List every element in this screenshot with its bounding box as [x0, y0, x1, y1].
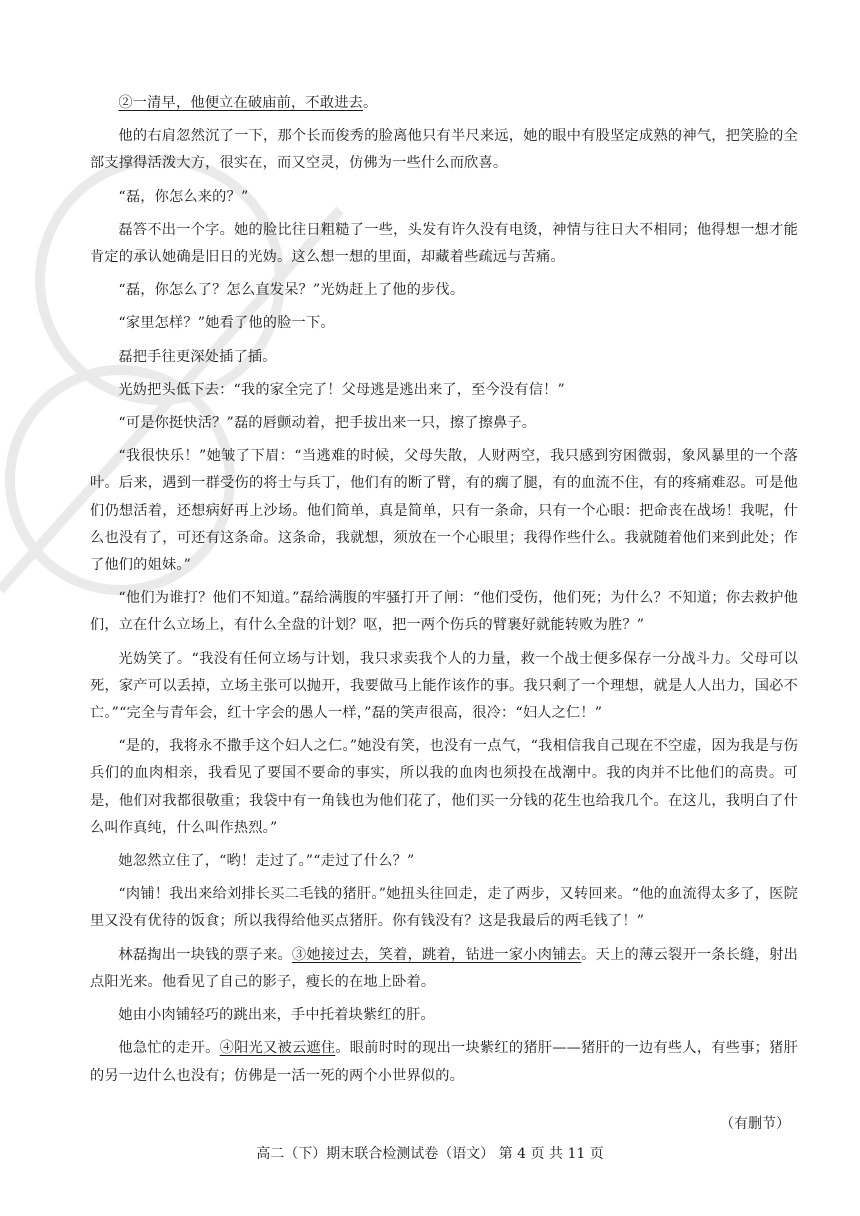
paragraph	[90, 733, 798, 842]
text-segment: “磊，你怎么了？怎么直发呆？”光妫赶上了他的步伐。	[118, 282, 465, 299]
text-segment: 她忽然立住了，“哟！走过了。”“走过了什么？”	[118, 853, 415, 870]
text-segment: 磊答不出一个字。她的脸比往日粗糙了一些，头发有许久没有电烫，神情与往日大不相同；他得想一想才能肯定的承认她确是旧日的光妫。这么想一想的里面，却藏着些疏远与苦痛。	[90, 221, 798, 266]
text-segment: 。天上的薄云裂开一条长缝，射出点阳光来。他看见了自己的影子，瘦长的在地上卧着。	[90, 946, 798, 990]
text-segment: 她由小肉铺轻巧的跳出来，手中托着块紫红的肝。	[118, 1007, 435, 1024]
text-segment: “肉铺！我出来给刘排长买二毛钱的猪肝。”她扭头往回走，走了两步，又转回来。“他的血流得太多了，医院里又没有优待的饭食；所以我得给他买点猪肝。你有钱没有？这是我最后的两毛钱了！”	[90, 886, 798, 930]
text-segment: “我很快乐！”她皱了下眉：“当逃难的时候，父母失散，人财两空，我只感到穷困微弱，象风暴里的一个落叶。后来，遇到一群受伤的将士与兵丁，他们有的断了臂，有的瘸了腿，有的血流不住，有的疼痛难忍。可是他们仍想活着，还想病好再上沙场。他们简单，真是简单，只有一条命，只有一个心眼：把命丧在战场！我呢，什么也没有了，可还有这条命。这条命，我就想，须放在一个心眼里；我得作些什么。我就随着他们来到此处；作了他们的姐妹。”	[90, 448, 798, 574]
text-segment: 磊把手往更深处插了插。	[118, 348, 277, 365]
page-footer: 高二（下）期末联合检测试卷（语文） 第 4 页 共 11 页	[256, 1146, 604, 1162]
paragraph	[90, 942, 798, 996]
text-segment: “磊，你怎么来的？”	[118, 188, 249, 205]
text-segment: “家里怎样？”她看了他的脸一下。	[118, 315, 335, 332]
paragraph	[90, 443, 798, 579]
text-segment: 光妫把头低下去：“我的家全完了！父母逃是逃出来了，至今没有信！”	[118, 381, 565, 398]
underlined-sentence: ②一清早，他便立在破庙前，不敢进去	[118, 95, 363, 111]
paragraph	[90, 1002, 798, 1029]
text-segment: 他急忙的走开。	[118, 1040, 220, 1057]
text-segment: “是的，我将永不撒手这个妇人之仁。”她没有笑，也没有一点气，“我相信我自己现在不空虚，因为我是与伤兵们的血肉相亲，我看见了要国不要命的事实，所以我的血肉也须投在战潮中。我的肉并不比他们的高贵。可是，他们对我都很敬重；我袋中有一角钱也为他们花了，他们买一分钱的花生也给我几个。在这儿，我明白了什么叫作真纯，什么叫作热烈。”	[90, 738, 798, 836]
paragraph	[90, 410, 798, 437]
text-segment: 。眼前时时的现出一块紫红的猪肝——猪肝的一边有些人，有些事；猪肝的另一边什么也没有；仿佛是一活一死的两个小世界似的。	[90, 1040, 798, 1084]
abridged-note: （有删节）	[720, 1116, 790, 1132]
paragraph	[90, 646, 798, 728]
paragraph	[90, 217, 798, 271]
paragraph	[90, 1035, 798, 1089]
paragraph	[90, 90, 798, 117]
article-body	[90, 90, 798, 1096]
paragraph	[90, 377, 798, 404]
paragraph	[90, 277, 798, 304]
paragraph	[90, 184, 798, 211]
underlined-sentence: ④阳光又被云遮住	[219, 1040, 336, 1057]
text-segment: “可是你挺快活？”磊的唇颤动着，把手拔出来一只，擦了擦鼻子。	[118, 415, 537, 432]
text-segment: 。	[362, 95, 378, 111]
text-segment: 他的右肩忽然沉了一下，那个长而俊秀的脸离他只有半尺来远，她的眼中有股坚定成熟的神气，把笑脸的全部支撑得活泼大方，很实在，而又空灵，仿佛为一些什么而欣喜。	[90, 128, 798, 172]
text-segment: 林磊掏出一块钱的票子来。	[118, 946, 292, 963]
paragraph	[90, 310, 798, 337]
paragraph	[90, 123, 798, 177]
paragraph	[90, 881, 798, 935]
paragraph	[90, 344, 798, 371]
paragraph	[90, 585, 798, 639]
text-segment: 光妫笑了。“我没有任何立场与计划，我只求卖我个人的力量，救一个战士便多保存一分战斗力。父母可以死，家产可以丢掉，立场主张可以抛开，我要做马上能作该作的事。我只剩了一个理想，就是人人出力，国必不亡。”“完全与青年会，红十字会的愚人一样，”磊的笑声很高，很冷：“妇人之仁！”	[90, 650, 798, 722]
text-segment: “他们为谁打？他们不知道。”磊给满腹的牢骚打开了闸：“他们受伤，他们死；为什么？不知道；你去救护他们，立在什么立场上，有什么全盘的计划？呕，把一两个伤兵的臂裹好就能转败为胜？”	[90, 590, 798, 634]
paragraph	[90, 848, 798, 875]
underlined-sentence: ③她接过去，笑着，跳着，钻进一家小肉铺去	[291, 946, 582, 963]
